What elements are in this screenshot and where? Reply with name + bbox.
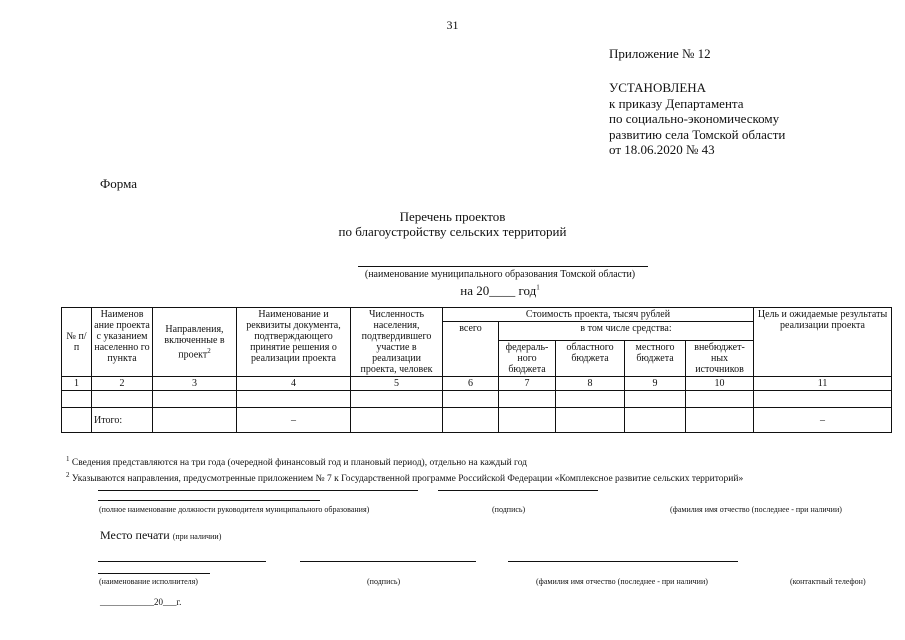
approval-line: к приказу Департамента [609, 95, 744, 111]
caption-executor: (наименование исполнителя) [99, 577, 198, 586]
table-cell[interactable] [625, 391, 686, 408]
page-number: 31 [446, 18, 459, 32]
header-total: всего [443, 322, 499, 377]
caption-full-name: (фамилия имя отчество (последнее - при наличии) [670, 505, 842, 514]
header-goal: Цель и ожидаемые результаты реализации проекта [754, 308, 892, 377]
table-cell[interactable] [351, 408, 443, 433]
table-cell[interactable] [556, 408, 625, 433]
signature-line[interactable] [98, 500, 320, 501]
column-number: 3 [153, 377, 237, 391]
caption-head-position: (полное наименование должности руководителя муниципального образования) [99, 505, 370, 514]
approval-line: от 18.06.2020 № 43 [609, 142, 715, 157]
approval-block [609, 80, 785, 158]
column-number: 11 [754, 377, 892, 391]
municipality-caption: (наименование муниципального образования Томской области) [364, 269, 636, 280]
header-population: Численность населения, подтвердившего участие в реализации проекта, человек [351, 308, 443, 377]
stamp-place [100, 528, 221, 543]
table-cell [153, 408, 237, 433]
footnote-mark: 2 [207, 346, 211, 355]
total-goal-dash: – [754, 408, 892, 433]
stamp-label: Место печати [100, 528, 170, 542]
table-cell[interactable] [62, 391, 92, 408]
table-cell[interactable] [499, 391, 556, 408]
header-federal: федераль- ного бюджета [499, 341, 556, 377]
projects-table [61, 307, 892, 433]
footnote-mark: 2 [66, 471, 70, 480]
footnote-2 [66, 469, 743, 485]
table-cell[interactable] [686, 408, 754, 433]
year-line [300, 283, 700, 299]
table-cell[interactable] [443, 408, 499, 433]
table-row [62, 391, 892, 408]
title-line: по благоустройству сельских территорий [338, 224, 567, 239]
table-cell[interactable] [153, 391, 237, 408]
table-cell[interactable] [754, 391, 892, 408]
column-number: 5 [351, 377, 443, 391]
signature-line[interactable] [508, 561, 738, 562]
table-cell [62, 408, 92, 433]
document-title [0, 209, 905, 239]
header-including: в том числе средства: [499, 322, 754, 341]
header-cost: Стоимость проекта, тысяч рублей [443, 308, 754, 322]
footnote-mark: 1 [536, 283, 540, 292]
header-direction [153, 308, 237, 377]
signature-line[interactable] [438, 490, 598, 491]
footnotes [66, 453, 743, 485]
footnote-text: Сведения представляются на три года (очередной финансовый год и плановый период), отдельно на каждый год [71, 458, 528, 469]
signature-line[interactable] [98, 561, 266, 562]
approval-line: развитию села Томской области [609, 126, 786, 142]
footnote-text: Указываются направления, предусмотренные приложением № 7 к Государственной программе Российской Федерации «Комплексное развитие сельских территорий» [71, 474, 744, 485]
table-cell[interactable] [443, 391, 499, 408]
table-cell[interactable] [237, 391, 351, 408]
signature-line[interactable] [300, 561, 476, 562]
year-text: на 20____ год [460, 283, 537, 298]
header-regional: областного бюджета [556, 341, 625, 377]
signature-line[interactable] [98, 573, 210, 574]
stamp-note: (при наличии) [172, 532, 222, 541]
header-project-name: Наименов ание проекта с указанием населенно го пункта [92, 308, 153, 377]
table-cell[interactable] [499, 408, 556, 433]
date-field[interactable]: ____________20___г. [100, 597, 182, 607]
caption-signature: (подпись) [492, 505, 526, 514]
column-number: 8 [556, 377, 625, 391]
table-cell[interactable] [92, 391, 153, 408]
form-label: Форма [100, 176, 137, 191]
caption-phone: (контактный телефон) [790, 577, 866, 586]
footnote-mark: 1 [66, 455, 70, 463]
table-cell[interactable] [686, 391, 754, 408]
header-local: местного бюджета [625, 341, 686, 377]
title-line: Перечень проектов [399, 209, 506, 224]
table-cell[interactable] [625, 408, 686, 433]
approval-line: УСТАНОВЛЕНА [609, 80, 707, 95]
column-number: 7 [499, 377, 556, 391]
signature-line[interactable] [98, 490, 418, 491]
column-number: 9 [625, 377, 686, 391]
column-number: 1 [62, 377, 92, 391]
footnote-1 [66, 453, 743, 469]
table-cell[interactable] [556, 391, 625, 408]
column-number: 4 [237, 377, 351, 391]
total-row [62, 408, 892, 433]
column-numbers-row [62, 377, 892, 391]
caption-full-name: (фамилия имя отчество (последнее - при наличии) [536, 577, 708, 586]
caption-signature: (подпись) [367, 577, 401, 586]
column-number: 6 [443, 377, 499, 391]
total-label: Итого: [92, 408, 153, 433]
header-direction-text: Направления, включенные в проект [164, 323, 225, 361]
column-number: 2 [92, 377, 153, 391]
appendix-title: Приложение № 12 [609, 46, 711, 61]
municipality-fill-line[interactable] [358, 266, 648, 267]
total-dash: – [237, 408, 351, 433]
header-offbudget: внебюджет- ных источников [686, 341, 754, 377]
column-number: 10 [686, 377, 754, 391]
approval-line: по социально-экономическому [609, 111, 780, 126]
table-cell[interactable] [351, 391, 443, 408]
header-document: Наименование и реквизиты документа, подтверждающего принятие решения о реализации проекта [237, 308, 351, 377]
header-num: № п/п [62, 308, 92, 377]
